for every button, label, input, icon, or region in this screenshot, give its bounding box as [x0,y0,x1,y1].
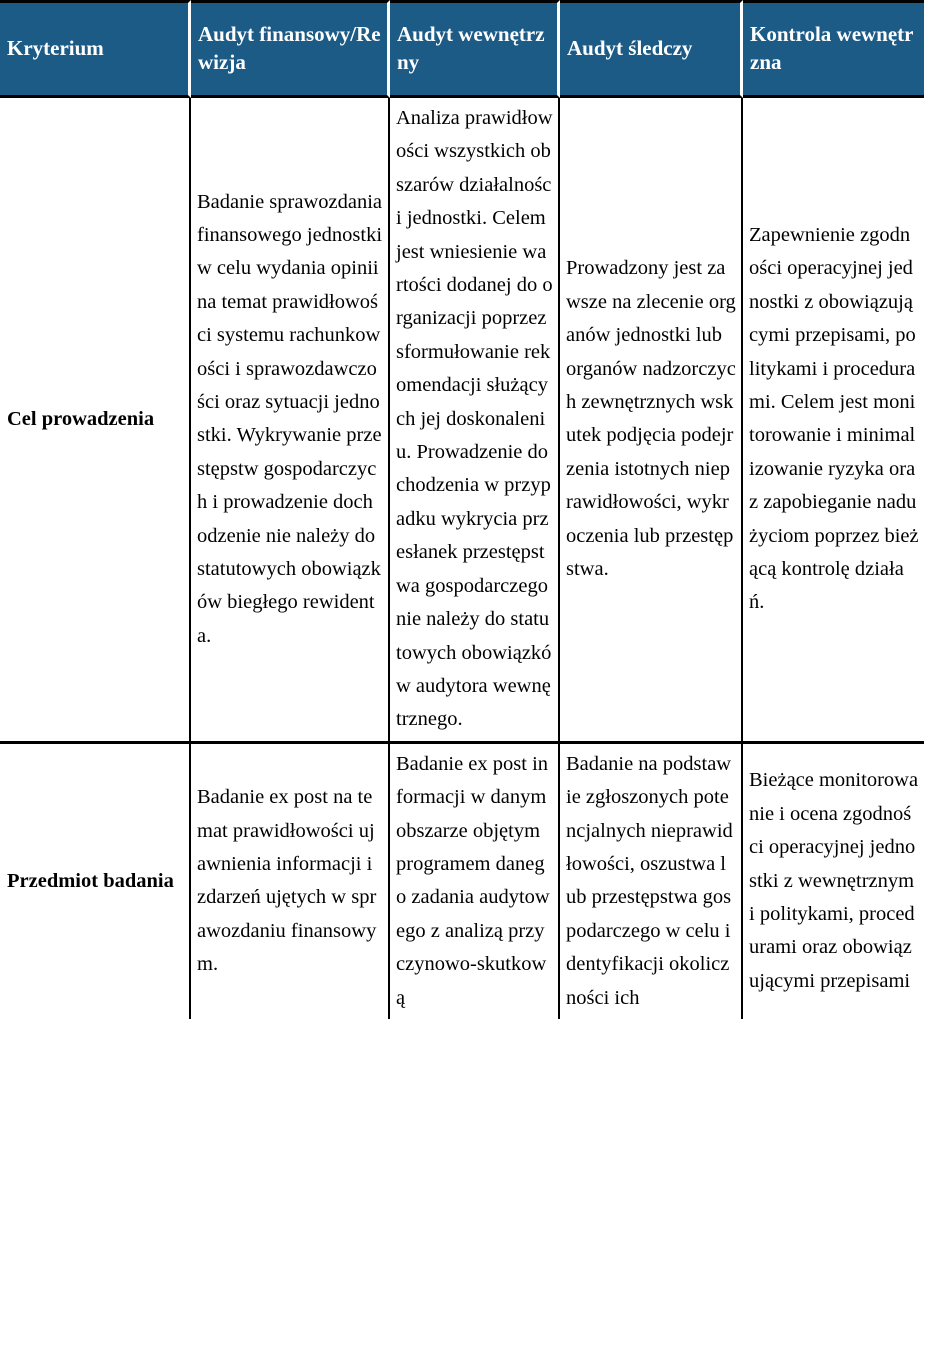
table-header-row [0,0,924,98]
cell-cel-audyt-wewnetrzny: Analiza prawidłowości wszystkich obszarów działalności jednostki. Celem jest wniesienie wartości dodanej do organizacji poprzez sformułowanie rekomendacji służących jej doskonaleniu. Prowadzenie dochodzenia w przypadku wykrycia przesłanek przestępstwa gospodarczego nie należy do statutowych obowiązków audytora wewnętrznego. [390,98,560,744]
cell-przedmiot-kontrola-wewnetrzna: Bieżące monitorowanie i ocena zgodności operacyjnej jednostki z wewnętrznymi politykami, procedurami oraz obowiązującymi przepisami [743,744,924,1019]
cell-przedmiot-audyt-sledczy: Badanie na podstawie zgłoszonych potencjalnych nieprawidłowości, oszustwa lub przestępstwa gospodarczego w celu identyfikacji okoliczności ich [560,744,743,1019]
column-header-audyt-wewnetrzny: Audyt wewnętrzny [390,0,560,98]
cell-cel-audyt-finansowy: Badanie sprawozdania finansowego jednostki w celu wydania opinii na temat prawidłowości systemu rachunkowości i sprawozdawczości oraz sytuacji jednostki. Wykrywanie przestępstw gospodarczych i prowadzenie dochodzenie nie należy do statutowych obowiązków biegłego rewidenta. [191,98,390,744]
column-header-audyt-finansowy: Audyt finansowy/Rewizja [191,0,390,98]
cell-cel-audyt-sledczy: Prowadzony jest zawsze na zlecenie organów jednostki lub organów nadzorczych zewnętrznych wskutek podjęcia podejrzenia istotnych nieprawidłowości, wykroczenia lub przestępstwa. [560,98,743,744]
table-row [0,744,924,1019]
row-criterion-cel-prowadzenia: Cel prowadzenia [0,98,191,744]
table-header [0,0,924,98]
cell-przedmiot-audyt-wewnetrzny: Badanie ex post informacji w danym obszarze objętym programem danego zadania audytowego z analizą przyczynowo-skutkową [390,744,560,1019]
cell-przedmiot-audyt-finansowy: Badanie ex post na temat prawidłowości ujawnienia informacji i zdarzeń ujętych w sprawozdaniu finansowym. [191,744,390,1019]
column-header-audyt-sledczy: Audyt śledczy [560,0,743,98]
row-criterion-przedmiot-badania: Przedmiot badania [0,744,191,1019]
column-header-kontrola-wewnetrzna: Kontrola wewnętrzna [743,0,924,98]
table-row [0,98,924,744]
column-header-kryterium: Kryterium [0,0,191,98]
cell-cel-kontrola-wewnetrzna: Zapewnienie zgodności operacyjnej jednostki z obowiązującymi przepisami, politykami i procedurami. Celem jest monitorowanie i minimalizowanie ryzyka oraz zapobieganie nadużyciom poprzez bieżącą kontrolę działań. [743,98,924,744]
table-body [0,98,924,1019]
